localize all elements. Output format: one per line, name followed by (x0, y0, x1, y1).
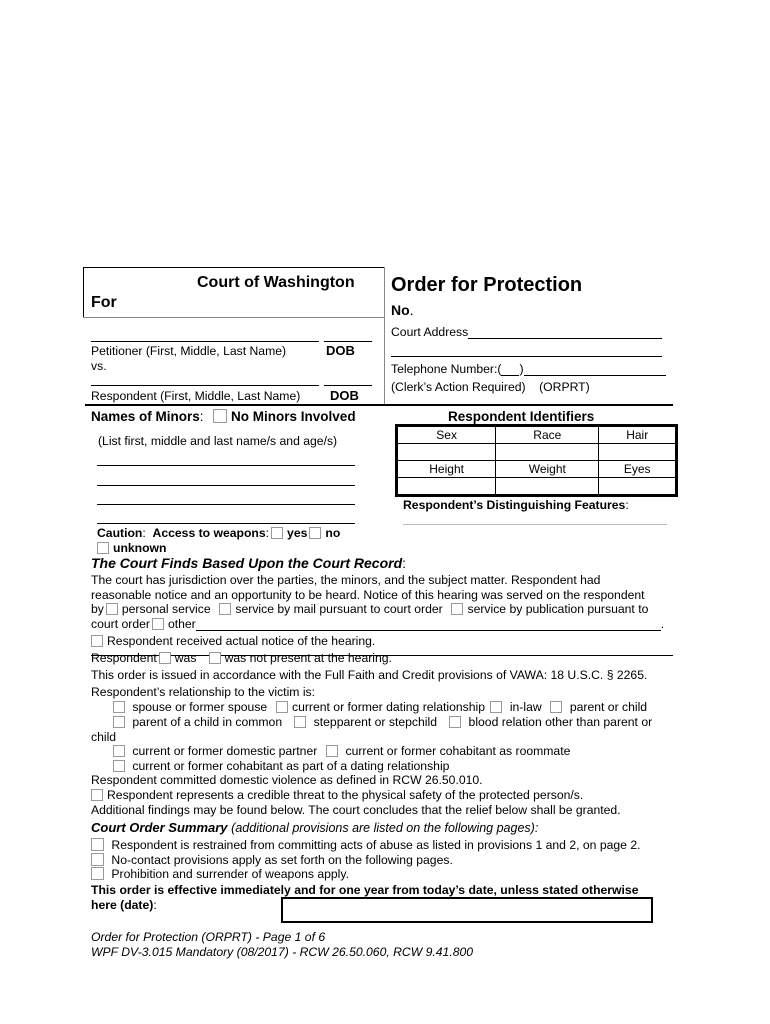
header-rule (85, 404, 673, 406)
domestic-partner-checkbox[interactable] (113, 745, 125, 757)
footer-line2: WPF DV-3.015 Mandatory (08/2017) - RCW 26.50.060, RCW 9.41.800 (91, 945, 474, 959)
other-service-checkbox[interactable] (152, 618, 164, 630)
credible-threat-checkbox[interactable] (91, 789, 103, 801)
actual-notice-checkbox[interactable] (91, 635, 103, 647)
sex-cell[interactable] (397, 444, 496, 461)
eyes-header: Eyes (599, 461, 677, 478)
was-present-checkbox[interactable] (159, 652, 171, 664)
relationship-row2: parent of a child in common stepparent or stepchild blood relation other than parent or (111, 715, 652, 729)
service-publication-checkbox[interactable] (451, 603, 463, 615)
personal-service-checkbox[interactable] (106, 603, 118, 615)
court-order-other: court order other . (91, 617, 665, 631)
petitioner-line (91, 341, 319, 342)
parent-common-checkbox[interactable] (113, 716, 125, 728)
additional-findings: Additional findings may be found below. The court concludes that the relief below shall be granted. (91, 803, 621, 817)
blood-relation-checkbox[interactable] (449, 716, 461, 728)
court-address[interactable]: Court Address (391, 325, 662, 339)
minors-heading: Names of Minors: No Minors Involved (91, 409, 356, 424)
service-options: by personal service service by mail pursuant to court order service by publication pursuant to (91, 602, 649, 616)
summary-heading: Court Order Summary (additional provisions are listed on the following pages): (91, 820, 539, 835)
presence-at-hearing: Respondent was was not present at the hearing. (91, 651, 392, 665)
distinguishing-features-line[interactable] (403, 524, 667, 525)
weapons-unknown-checkbox[interactable] (97, 542, 109, 554)
clerk-action: (Clerk’s Action Required) (ORPRT) (391, 380, 590, 394)
dob1-line (324, 341, 372, 342)
relationship-row4: current or former cohabitant as part of a dating relationship (111, 759, 449, 773)
weight-header: Weight (496, 461, 599, 478)
respondent-line (91, 385, 319, 386)
findings-heading: The Court Finds Based Upon the Court Record: (91, 555, 407, 571)
header-box-bottom (83, 317, 385, 318)
caution-weapons: Caution: Access to weapons: yes no (97, 526, 341, 540)
weight-cell[interactable] (496, 478, 599, 496)
was-not-present-checkbox[interactable] (209, 652, 221, 664)
dob1-label: DOB (326, 343, 355, 358)
weapons-no-checkbox[interactable] (309, 527, 321, 539)
cohabitant-roommate-checkbox[interactable] (326, 745, 338, 757)
findings-para-line1: The court has jurisdiction over the parties, the minors, and the subject matter. Respondent had (91, 573, 601, 587)
no-minors-checkbox[interactable] (213, 409, 227, 423)
spouse-checkbox[interactable] (113, 701, 125, 713)
weapons-yes-checkbox[interactable] (271, 527, 283, 539)
height-cell[interactable] (397, 478, 496, 496)
race-cell[interactable] (496, 444, 599, 461)
identifiers-title: Respondent Identifiers (448, 409, 595, 424)
findings-para-line2: reasonable notice and an opportunity to be heard. Notice of this hearing was served on the respondent (91, 588, 645, 602)
minor-line-1[interactable] (97, 465, 355, 466)
case-number[interactable]: No. (391, 302, 414, 318)
eyes-cell[interactable] (599, 478, 677, 496)
minor-line-3[interactable] (97, 504, 355, 505)
dob2-label: DOB (330, 388, 359, 403)
identifiers-table (395, 424, 678, 497)
petitioner-label: Petitioner (First, Middle, Last Name) (91, 344, 287, 358)
inlaw-checkbox[interactable] (490, 701, 502, 713)
order-title: Order for Protection (391, 274, 583, 296)
summary-item-3: Prohibition and surrender of weapons apply. (91, 867, 349, 881)
parent-child-checkbox[interactable] (550, 701, 562, 713)
minor-line-2[interactable] (97, 485, 355, 486)
effective-line2: here (date): (91, 898, 157, 912)
actual-notice: Respondent received actual notice of the hearing. (91, 634, 375, 648)
address-line-2 (391, 356, 662, 357)
sex-header: Sex (397, 426, 496, 444)
caution-unknown: unknown (97, 541, 166, 555)
hair-header: Hair (599, 426, 677, 444)
relationship-child-wrap: child (91, 730, 117, 744)
relationship-row1: spouse or former spouse current or former dating relationship in-law parent or child (111, 700, 647, 714)
minor-line-4[interactable] (97, 523, 355, 524)
service-mail-checkbox[interactable] (219, 603, 231, 615)
other-service-line[interactable] (196, 630, 661, 631)
cohabitant-dating-checkbox[interactable] (113, 760, 125, 772)
height-header: Height (397, 461, 496, 478)
dob2-line (324, 385, 372, 386)
weapons-prohibition-checkbox[interactable] (91, 867, 104, 880)
hair-cell[interactable] (599, 444, 677, 461)
telephone-field[interactable]: Telephone Number:( ) (391, 362, 666, 376)
court-name: Court of Washington (197, 274, 355, 291)
footer-line1: Order for Protection (ORPRT) - Page 1 of 6 (91, 930, 326, 944)
restrained-checkbox[interactable] (91, 838, 104, 851)
dating-checkbox[interactable] (276, 701, 288, 713)
distinguishing-features-label: Respondent’s Distinguishing Features: (403, 498, 629, 512)
relationship-intro: Respondent’s relationship to the victim is: (91, 685, 316, 699)
respondent-label: Respondent (First, Middle, Last Name) (91, 389, 301, 403)
relationship-row3: current or former domestic partner current or former cohabitant as roommate (111, 744, 570, 758)
effective-line1: This order is effective immediately and for one year from today’s date, unless stated otherwise (91, 883, 639, 897)
vawa-statement: This order is issued in accordance with the Full Faith and Credit provisions of VAWA: 18 U.S.C. § 2265. (91, 668, 648, 682)
for-label: For (91, 294, 117, 311)
no-contact-checkbox[interactable] (91, 853, 104, 866)
vs-label: vs. (91, 359, 107, 373)
committed-dv: Respondent committed domestic violence as defined in RCW 26.50.010. (91, 773, 483, 787)
race-header: Race (496, 426, 599, 444)
effective-date-field[interactable] (281, 897, 653, 923)
summary-item-2: No-contact provisions apply as set forth on the following pages. (91, 853, 453, 867)
summary-item-1: Respondent is restrained from committing acts of abuse as listed in provisions 1 and 2, on page 2. (91, 838, 640, 852)
credible-threat: Respondent represents a credible threat to the physical safety of the protected person/s. (91, 788, 583, 802)
stepparent-checkbox[interactable] (294, 716, 306, 728)
minors-instructions: (List first, middle and last name/s and age/s) (98, 434, 338, 448)
header-divider (384, 267, 385, 405)
